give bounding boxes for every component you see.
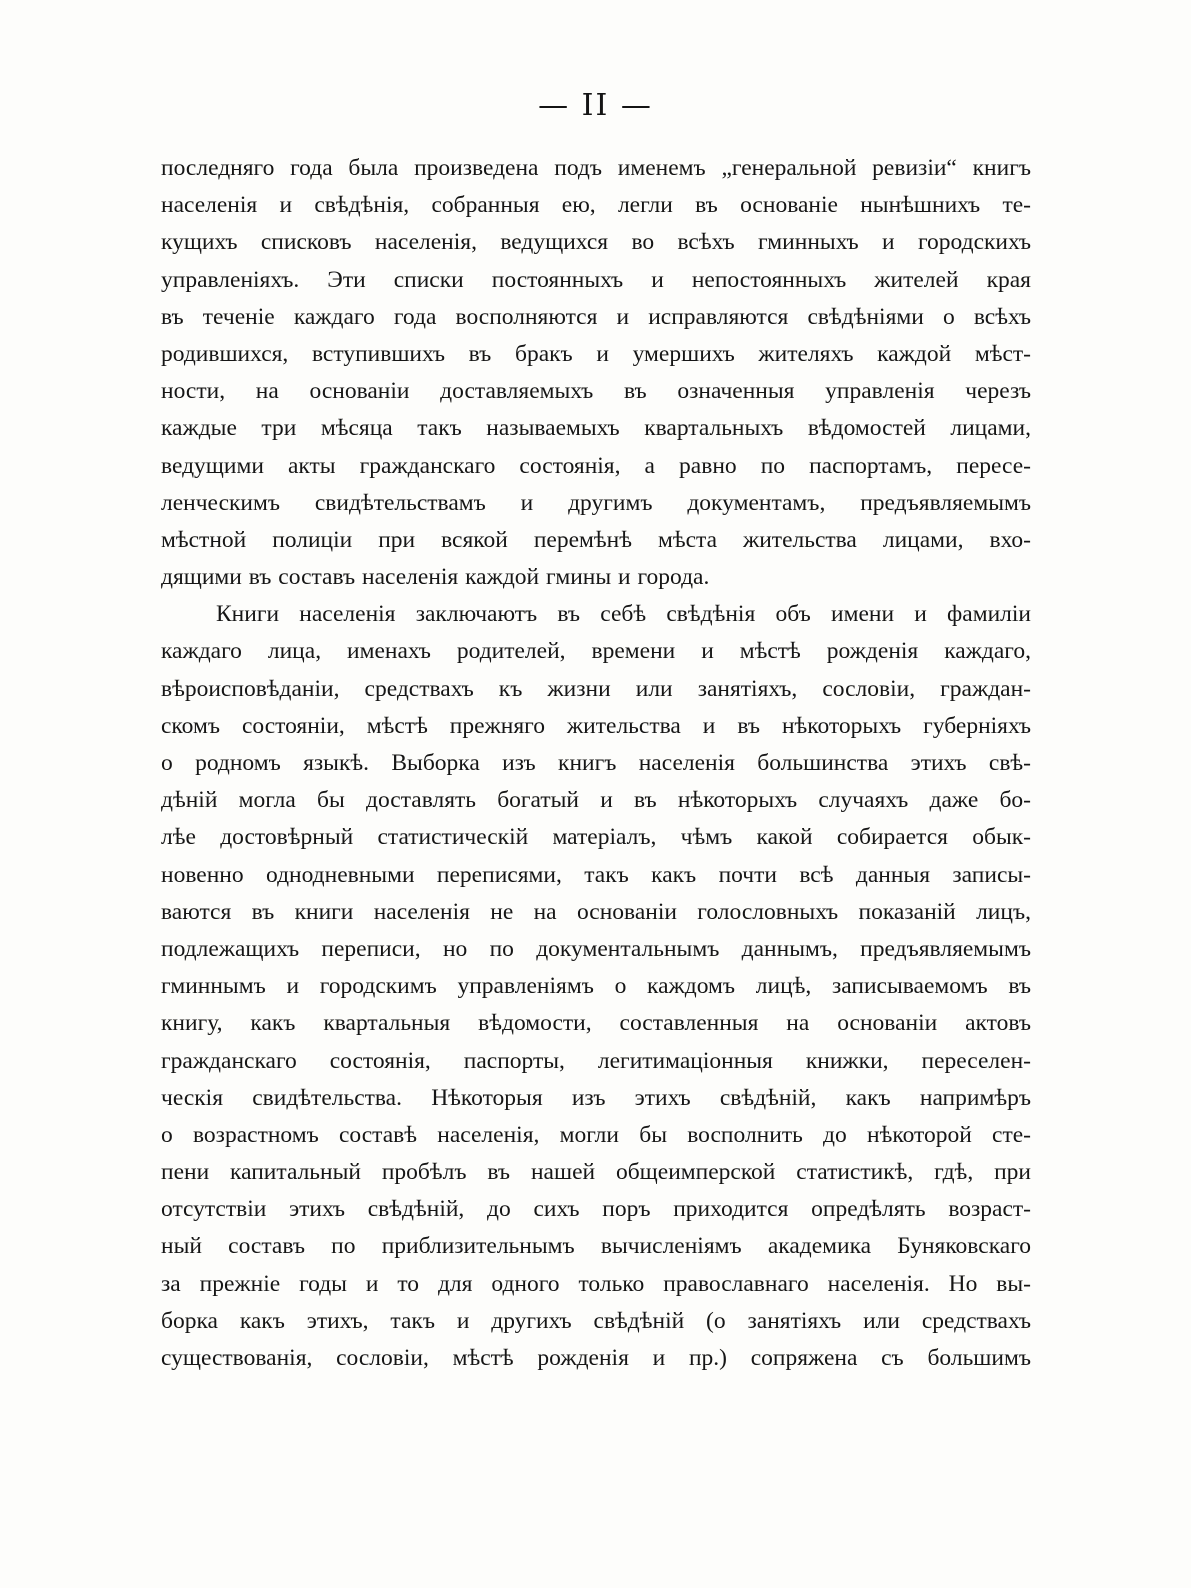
text-line: пени капитальный пробѣлъ въ нашей общеимперской статистикѣ, гдѣ, при	[161, 1159, 1031, 1186]
paragraph-end-line: дящими въ составъ населенія каждой гмины и города.	[161, 564, 710, 591]
text-line: скомъ состояніи, мѣстѣ прежняго жительства и въ нѣкоторыхъ губерніяхъ	[161, 712, 1031, 739]
text-line: гминнымъ и городскимъ управленіямъ о каждомъ лицѣ, записываемомъ въ	[161, 973, 1031, 1000]
text-line: борка какъ этихъ, такъ и другихъ свѣдѣній (о занятіяхъ или средствахъ	[161, 1307, 1031, 1334]
text-line: каждаго лица, именахъ родителей, времени и мѣстѣ рожденія каждаго,	[161, 638, 1031, 665]
text-line: дѣній могла бы доставлять богатый и въ нѣкоторыхъ случаяхъ даже бо-	[161, 787, 1031, 814]
text-line: о родномъ языкѣ. Выборка изъ книгъ населенія большинства этихъ свѣ-	[161, 750, 1031, 776]
text-line: за прежніе годы и то для одного только православнаго населенія. Но вы-	[161, 1270, 1031, 1297]
text-line: въ теченіе каждаго года восполняются и исправляются свѣдѣніями о всѣхъ	[161, 303, 1031, 330]
text-line: книгу, какъ квартальныя вѣдомости, составленныя на основаніи актовъ	[161, 1010, 1031, 1037]
text-line: о возрастномъ составѣ населенія, могли бы восполнить до нѣкоторой сте-	[161, 1121, 1031, 1148]
text-line: гражданскаго состоянія, паспорты, легитимаціонныя книжки, переселен-	[161, 1047, 1031, 1074]
text-line: ваются въ книги населенія не на основаніи голословныхъ показаній лицъ,	[161, 898, 1031, 925]
text-line: ленческимъ свидѣтельствамъ и другимъ документамъ, предъявляемымъ	[161, 489, 1031, 516]
text-line: отсутствіи этихъ свѣдѣній, до сихъ поръ приходится опредѣлять возраст-	[161, 1196, 1031, 1223]
text-line: мѣстной полиціи при всякой перемѣнѣ мѣста жительства лицами, вхо-	[161, 526, 1031, 553]
body-text	[161, 150, 1031, 1377]
text-line: родившихся, вступившихъ въ бракъ и умершихъ жителяхъ каждой мѣст-	[161, 340, 1031, 367]
text-line: ческія свидѣтельства. Нѣкоторыя изъ этихъ свѣдѣній, какъ напримѣръ	[161, 1084, 1031, 1111]
text-line: последняго года была произведена подъ именемъ „генеральной ревизіи“ книгъ	[161, 155, 1031, 181]
text-line: новенно однодневными переписями, такъ какъ почти всѣ данныя записы-	[161, 861, 1031, 888]
text-line: подлежащихъ переписи, но по документальнымъ даннымъ, предъявляемымъ	[161, 935, 1031, 962]
page-number: — II —	[538, 88, 653, 123]
text-line: населенія и свѣдѣнія, собранныя ею, легли въ основаніе нынѣшнихъ те-	[161, 192, 1031, 219]
text-line: ности, на основаніи доставляемыхъ въ означенныя управленія черезъ	[161, 378, 1031, 405]
text-line: ведущими акты гражданскаго состоянія, а равно по паспортамъ, пересе-	[161, 452, 1031, 479]
text-line: существованія, сословіи, мѣстѣ рожденія и пр.) сопряжена съ большимъ	[161, 1345, 1031, 1371]
text-line: кущихъ списковъ населенія, ведущихся во всѣхъ гминныхъ и городскихъ	[161, 229, 1031, 256]
text-line: лѣе достовѣрный статистическій матеріалъ, чѣмъ какой собирается обык-	[161, 824, 1031, 851]
paragraph-first-line: Книги населенія заключаютъ въ себѣ свѣдѣнія объ имени и фамиліи	[216, 601, 1031, 628]
text-line: управленіяхъ. Эти списки постоянныхъ и непостоянныхъ жителей края	[161, 266, 1031, 293]
text-line: вѣроисповѣданіи, средствахъ къ жизни или занятіяхъ, сословіи, граждан-	[161, 675, 1031, 702]
text-line: ный составъ по приблизительнымъ вычисленіямъ академика Буняковскаго	[161, 1233, 1031, 1260]
text-line: каждые три мѣсяца такъ называемыхъ квартальныхъ вѣдомостей лицами,	[161, 415, 1031, 442]
